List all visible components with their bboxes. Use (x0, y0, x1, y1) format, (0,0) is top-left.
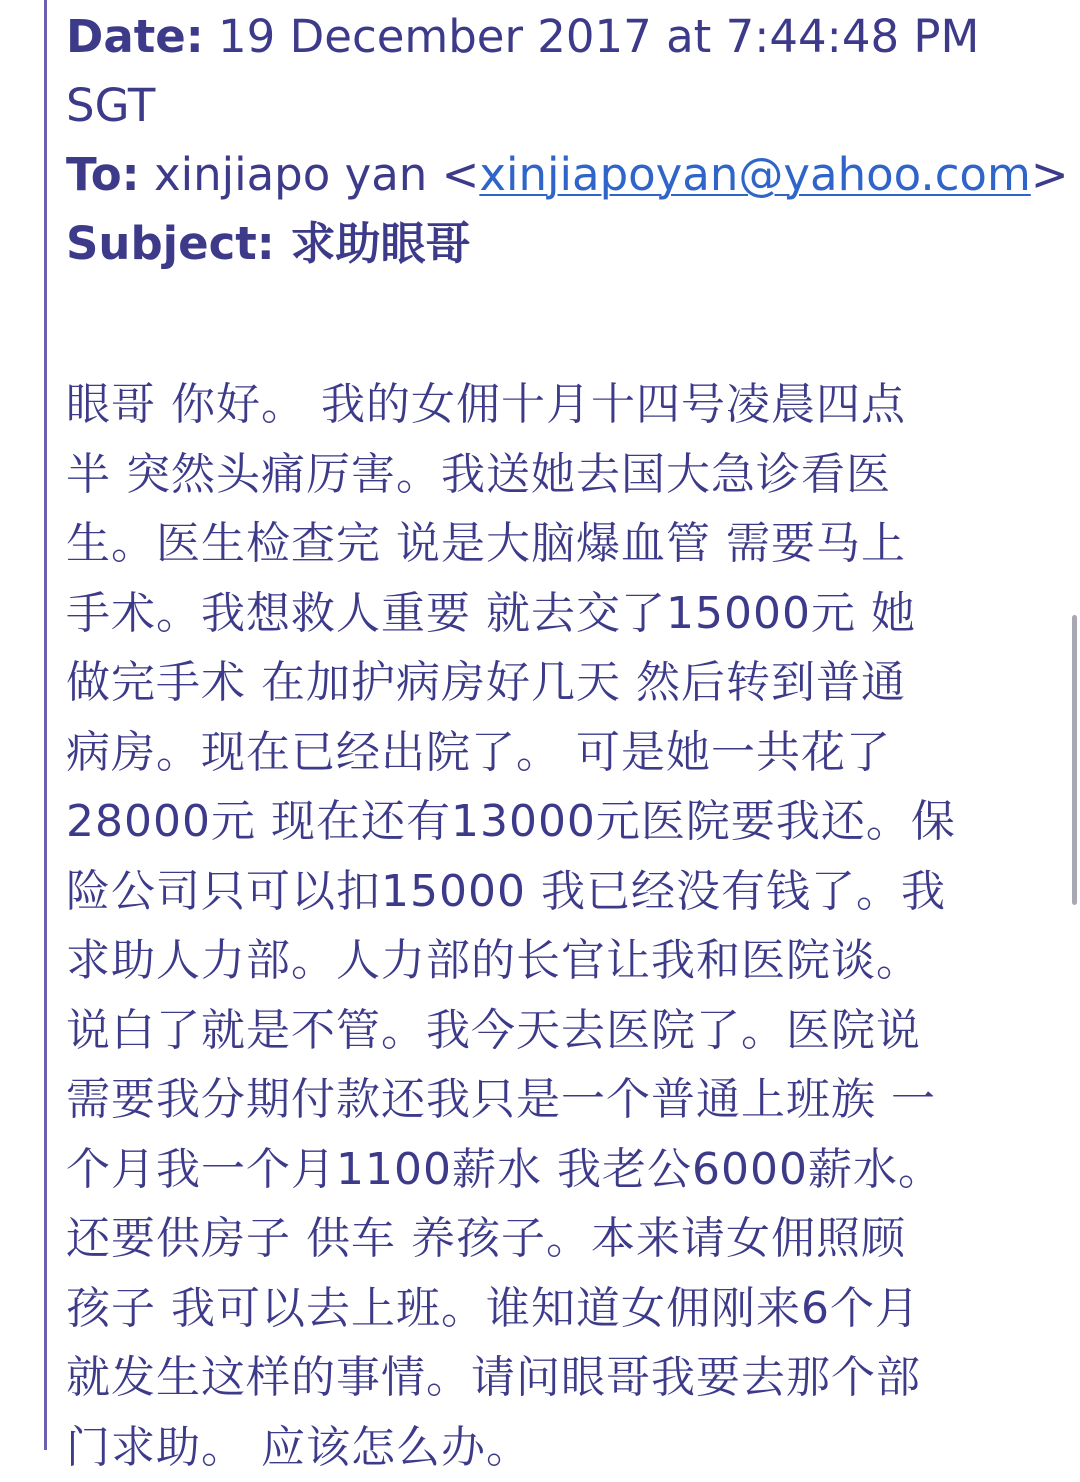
email-headers (66, 2, 1026, 278)
quote-bar (44, 0, 47, 1450)
subject-label: Subject: (66, 217, 275, 270)
date-value: 19 December 2017 at 7:44:48 PM (204, 10, 980, 63)
date-timezone: SGT (66, 79, 155, 132)
body-line: 就发生这样的事情。请问眼哥我要去那个部 (66, 1343, 1026, 1413)
body-line: 个月我一个月1100薪水 我老公6000薪水。 (66, 1135, 1026, 1205)
body-line: 险公司只可以扣15000 我已经没有钱了。我 (66, 857, 1026, 927)
body-line: 需要我分期付款还我只是一个普通上班族 一 (66, 1065, 1026, 1135)
body-line: 门求助。 应该怎么办。 (66, 1413, 1026, 1482)
body-line: 半 突然头痛厉害。我送她去国大急诊看医 (66, 440, 1026, 510)
body-line: 还要供房子 供车 养孩子。本来请女佣照顾 (66, 1204, 1026, 1274)
email-body (66, 370, 1026, 1482)
date-label: Date: (66, 10, 204, 63)
body-line: 做完手术 在加护病房好几天 然后转到普通 (66, 648, 1026, 718)
body-line: 求助人力部。人力部的长官让我和医院谈。 (66, 926, 1026, 996)
body-line: 28000元 现在还有13000元医院要我还。保 (66, 787, 1026, 857)
body-line: 眼哥 你好。 我的女佣十月十四号凌晨四点 (66, 370, 1026, 440)
to-label: To: (66, 148, 140, 201)
scrollbar-thumb[interactable] (1072, 615, 1077, 905)
body-line: 生。医生检查完 说是大脑爆血管 需要马上 (66, 509, 1026, 579)
to-header (66, 140, 1026, 209)
body-line: 手术。我想救人重要 就去交了15000元 她 (66, 579, 1026, 649)
body-line: 说白了就是不管。我今天去医院了。医院说 (66, 996, 1026, 1066)
date-header-cont (66, 71, 1026, 140)
body-line: 病房。现在已经出院了。 可是她一共花了 (66, 718, 1026, 788)
date-header (66, 2, 1026, 71)
email-content (66, 0, 1026, 1482)
body-line: 孩子 我可以去上班。谁知道女佣刚来6个月 (66, 1274, 1026, 1344)
to-close: > (1031, 148, 1069, 201)
to-name: xinjiapo yan < (140, 148, 480, 201)
subject-value: 求助眼哥 (275, 217, 471, 270)
to-email-link[interactable]: xinjiapoyan@yahoo.com (479, 148, 1030, 201)
subject-header (66, 209, 1026, 278)
